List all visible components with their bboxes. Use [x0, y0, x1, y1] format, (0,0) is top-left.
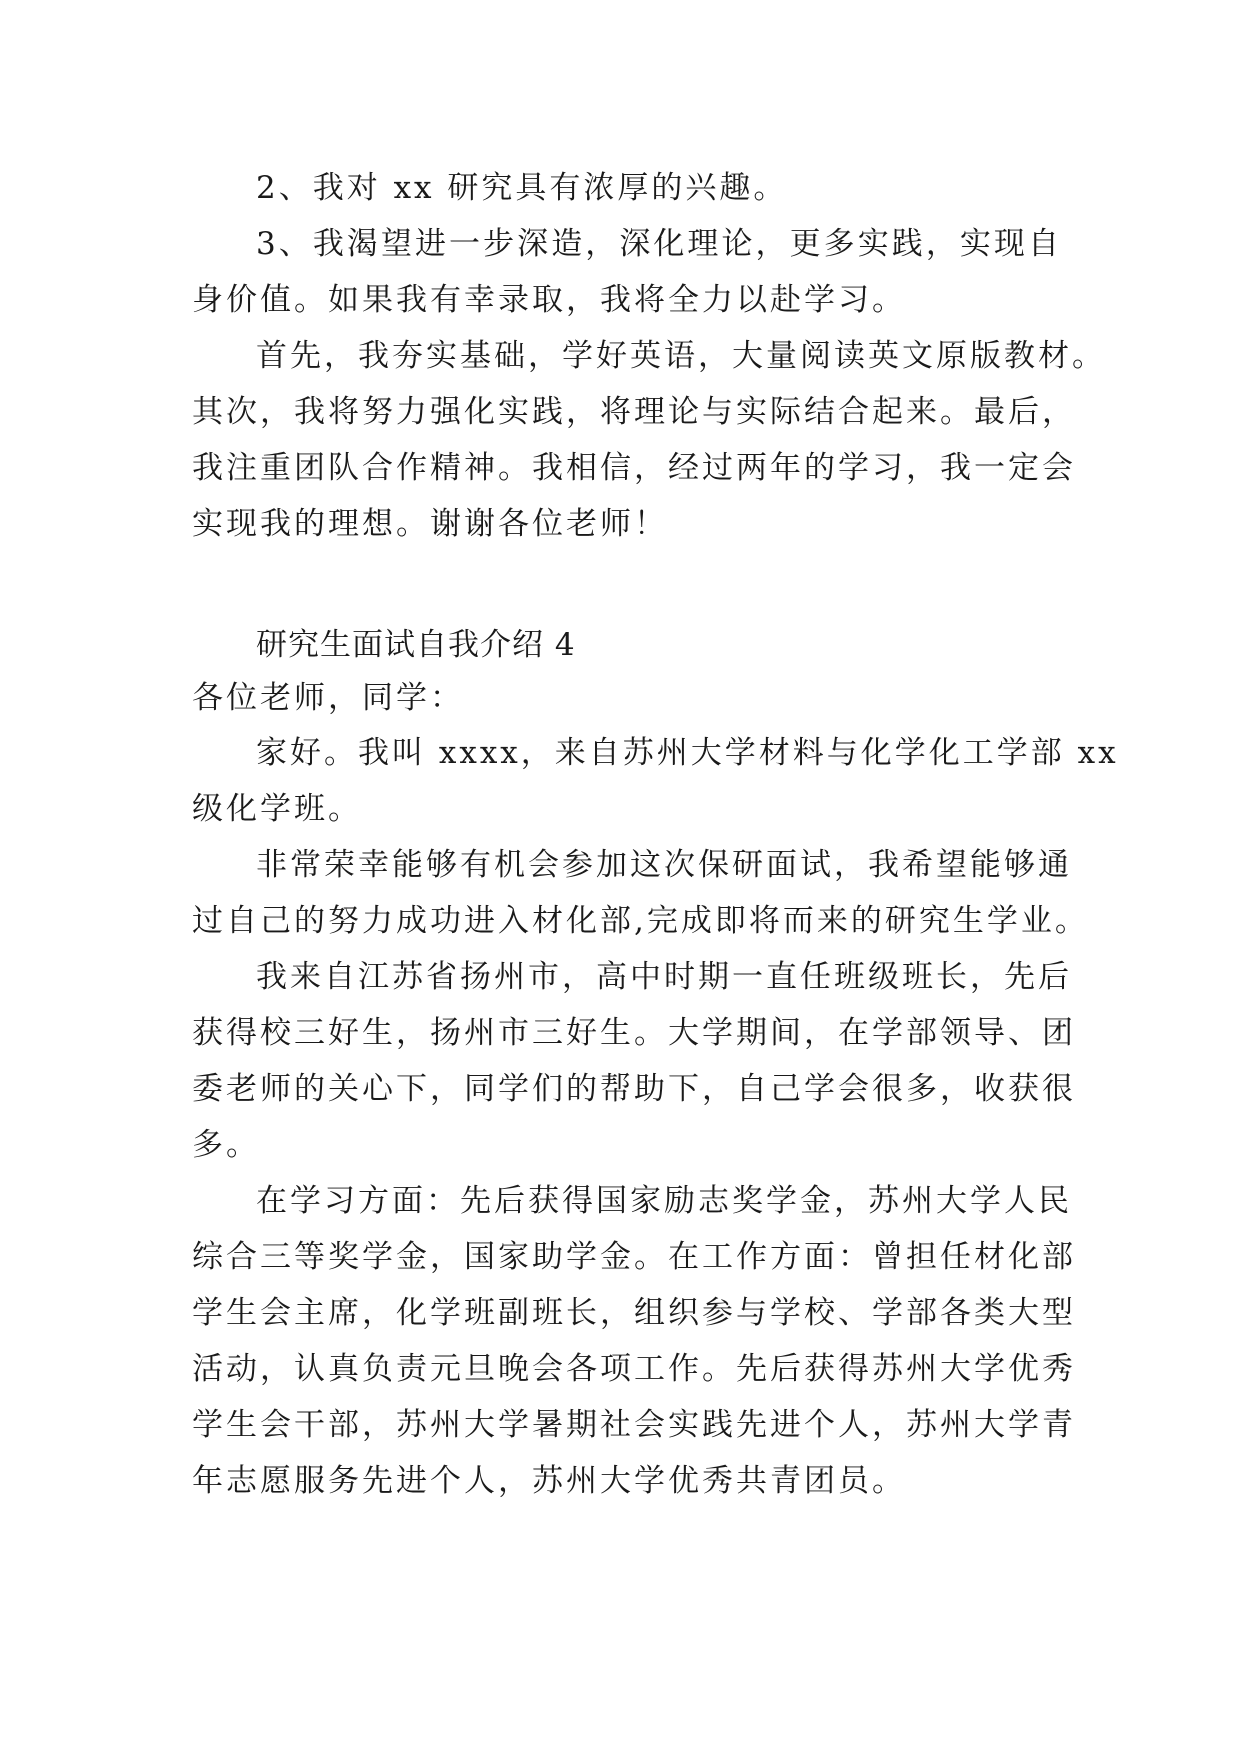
- paragraph-line: 活动，认真负责元旦晚会各项工作。先后获得苏州大学优秀: [192, 1351, 1076, 1387]
- paragraph-line: 年志愿服务先进个人，苏州大学优秀共青团员。: [192, 1463, 906, 1499]
- paragraph-line: 学生会主席，化学班副班长，组织参与学校、学部各类大型: [192, 1295, 1076, 1331]
- paragraph-line: 过自己的努力成功进入材化部,完成即将而来的研究生学业。: [192, 903, 1089, 939]
- paragraph-line: 我来自江苏省扬州市，高中时期一直任班级班长，先后: [256, 959, 1072, 995]
- paragraph-line: 2、我对 xx 研究具有浓厚的兴趣。: [256, 170, 788, 206]
- paragraph-line: 其次，我将努力强化实践，将理论与实际结合起来。最后，: [192, 394, 1076, 430]
- salutation-line: 各位老师，同学：: [192, 680, 464, 716]
- paragraph-line: 首先，我夯实基础，学好英语，大量阅读英文原版教材。: [256, 338, 1106, 374]
- paragraph-line: 身价值。如果我有幸录取，我将全力以赴学习。: [192, 282, 906, 318]
- paragraph-line: 级化学班。: [192, 791, 362, 827]
- paragraph-line: 委老师的关心下，同学们的帮助下，自己学会很多，收获很: [192, 1071, 1076, 1107]
- paragraph-line: 综合三等奖学金，国家助学金。在工作方面：曾担任材化部: [192, 1239, 1076, 1275]
- paragraph-line: 学生会干部，苏州大学暑期社会实践先进个人，苏州大学青: [192, 1407, 1076, 1443]
- paragraph-line: 多。: [192, 1127, 260, 1163]
- section-heading: 研究生面试自我介绍 4: [256, 627, 576, 663]
- paragraph-line: 实现我的理想。谢谢各位老师！: [192, 506, 668, 542]
- paragraph-line: 我注重团队合作精神。我相信，经过两年的学习，我一定会: [192, 450, 1076, 486]
- paragraph-line: 非常荣幸能够有机会参加这次保研面试，我希望能够通: [256, 847, 1072, 883]
- paragraph-line: 家好。我叫 xxxx，来自苏州大学材料与化学化工学部 xx: [256, 735, 1119, 771]
- paragraph-line: 3、我渴望进一步深造，深化理论，更多实践，实现自: [256, 226, 1062, 262]
- paragraph-line: 获得校三好生，扬州市三好生。大学期间，在学部领导、团: [192, 1015, 1076, 1051]
- paragraph-line: 在学习方面：先后获得国家励志奖学金，苏州大学人民: [256, 1183, 1072, 1219]
